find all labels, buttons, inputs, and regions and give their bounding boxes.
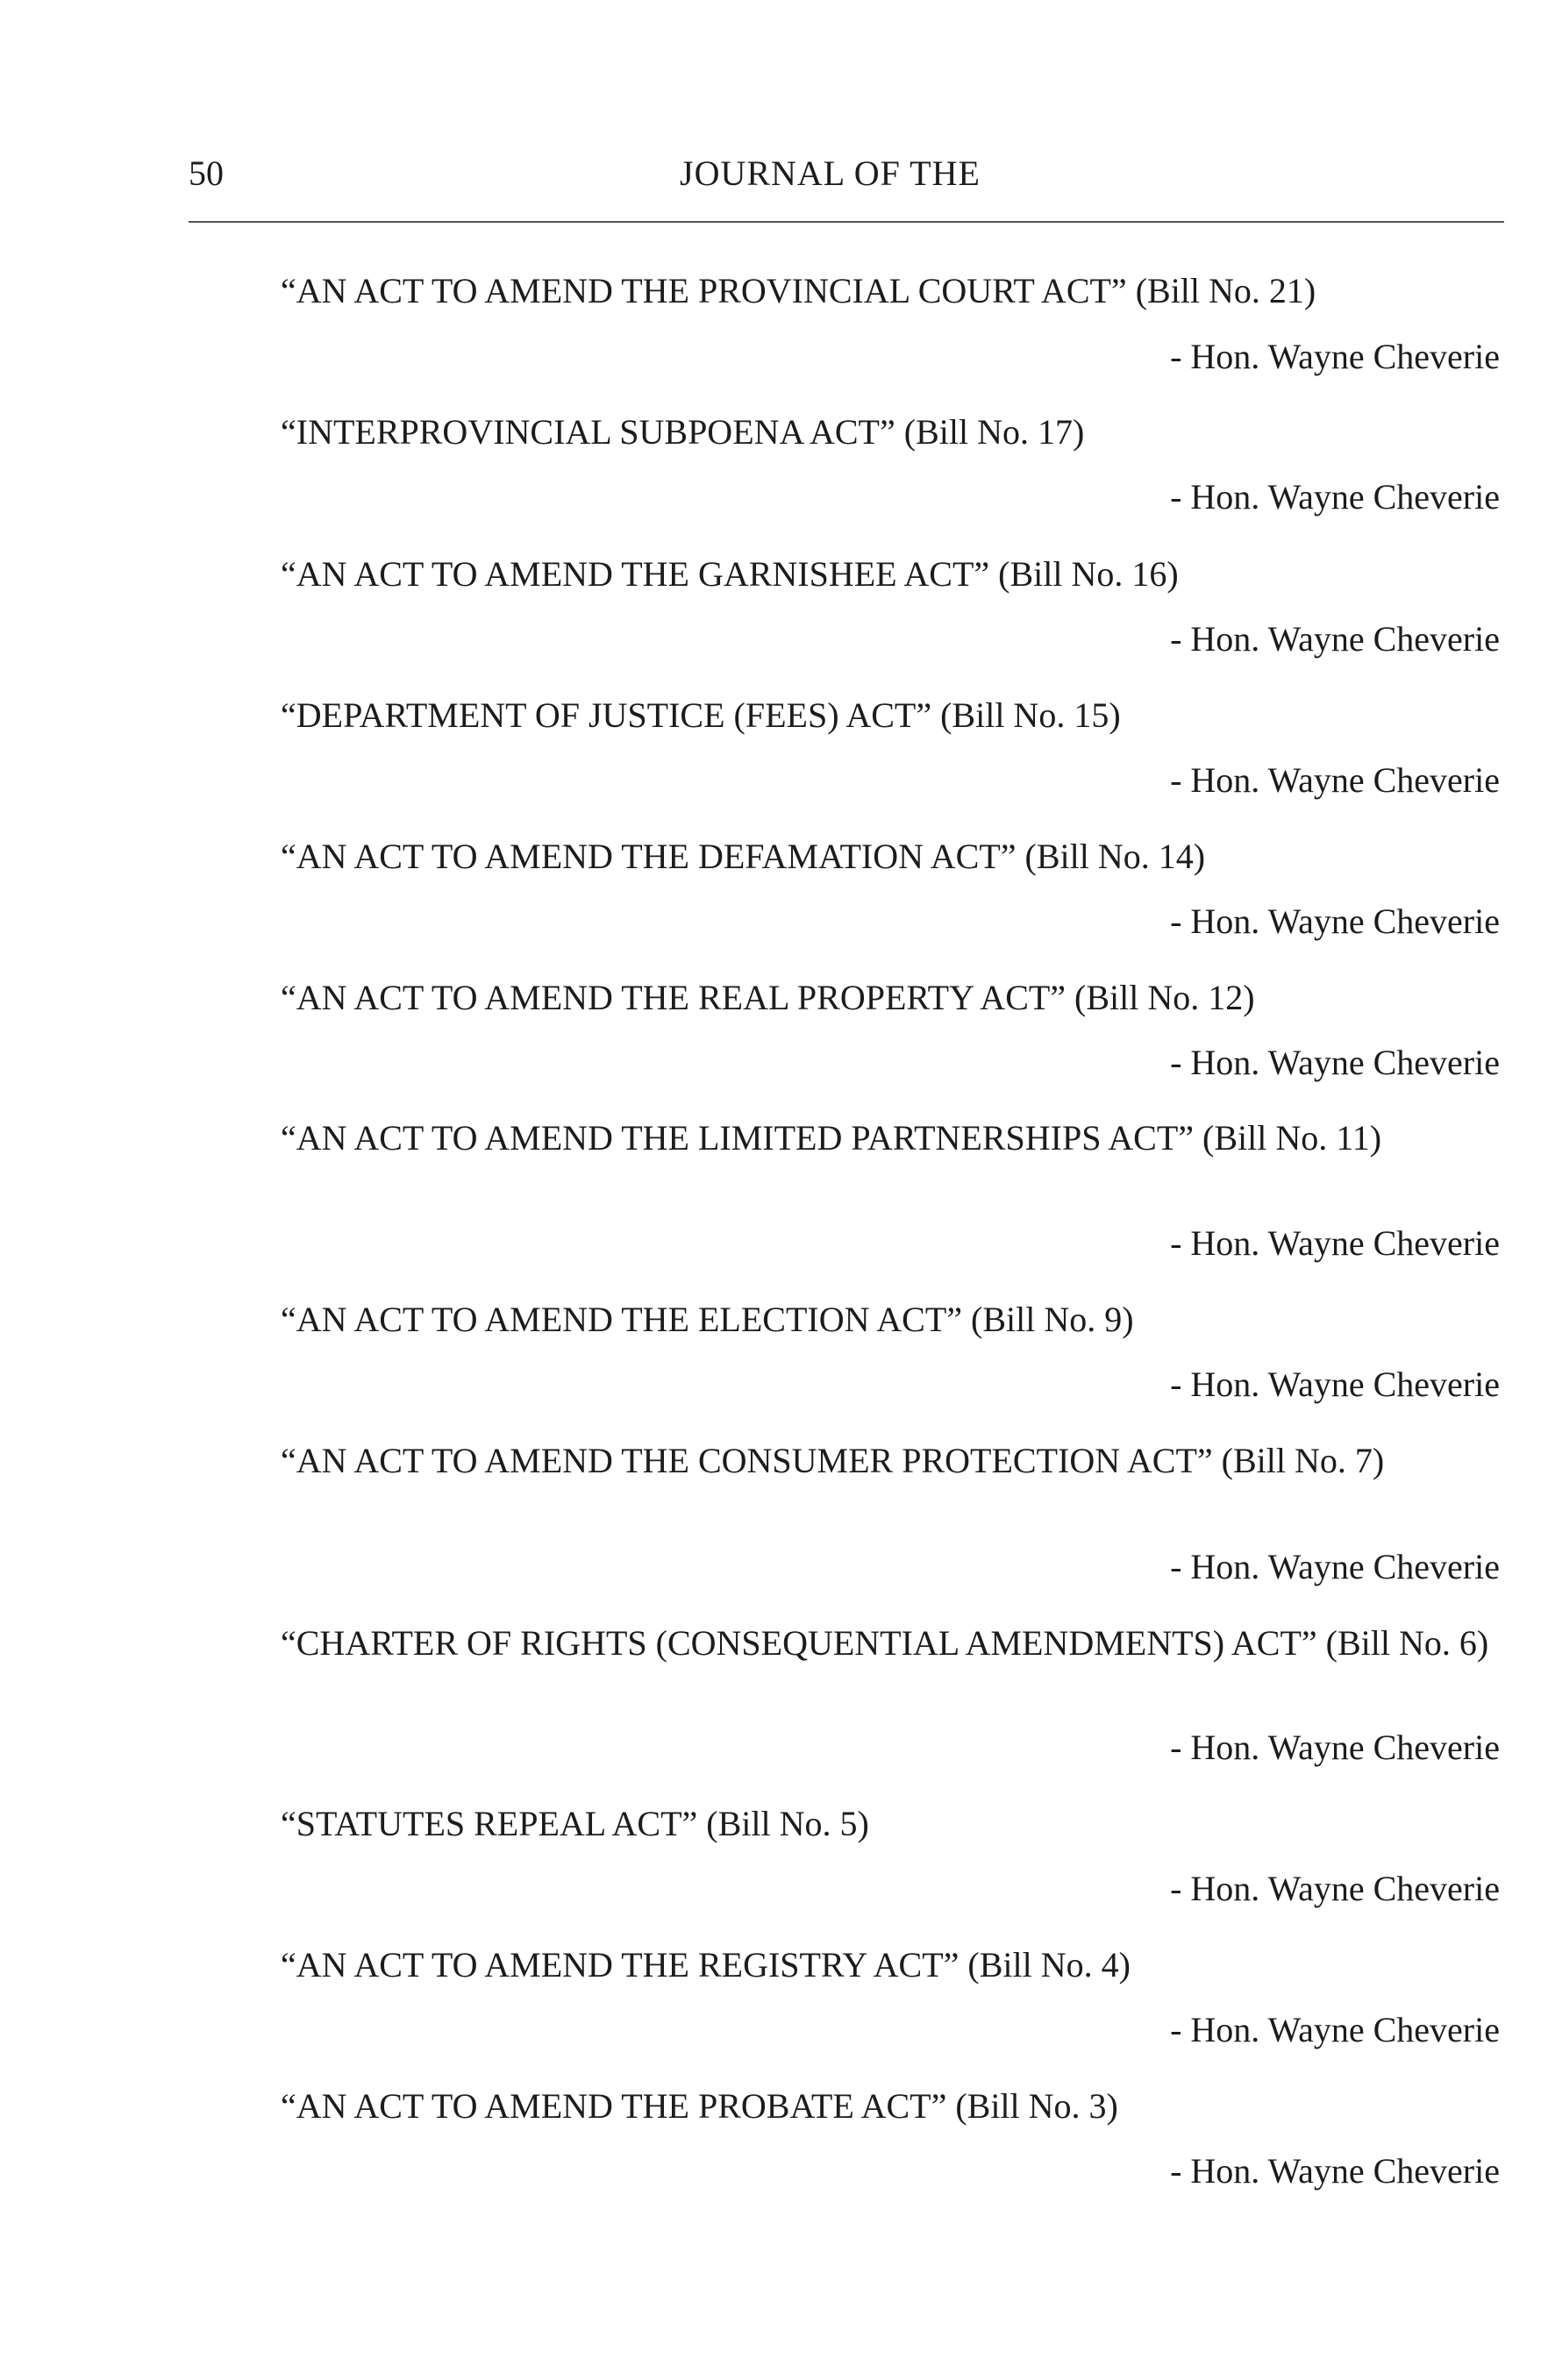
header-rule <box>189 221 1504 223</box>
bill-title: “DEPARTMENT OF JUSTICE (FEES) ACT” (Bill No. 15) <box>281 695 1121 735</box>
bill-title: “AN ACT TO AMEND THE LIMITED PARTNERSHIPS ACT” (Bill No. 11) <box>281 1118 1382 1158</box>
bill-title: “STATUTES REPEAL ACT” (Bill No. 5) <box>281 1804 869 1843</box>
bill-title: “AN ACT TO AMEND THE GARNISHEE ACT” (Bill No. 16) <box>281 554 1179 594</box>
bill-sponsor: - Hon. Wayne Cheverie <box>1170 901 1500 941</box>
bill-title: “AN ACT TO AMEND THE DEFAMATION ACT” (Bill No. 14) <box>281 837 1206 876</box>
bill-title: “AN ACT TO AMEND THE PROVINCIAL COURT ACT” (Bill No. 21) <box>281 271 1316 310</box>
bill-sponsor: - Hon. Wayne Cheverie <box>1170 760 1500 800</box>
running-head: JOURNAL OF THE <box>680 153 981 193</box>
bill-sponsor: - Hon. Wayne Cheverie <box>1170 2151 1500 2191</box>
bill-title: “INTERPROVINCIAL SUBPOENA ACT” (Bill No. 17) <box>281 412 1085 452</box>
page-header <box>189 147 1504 200</box>
bill-sponsor: - Hon. Wayne Cheverie <box>1170 1365 1500 1404</box>
bill-title: “AN ACT TO AMEND THE CONSUMER PROTECTION ACT” (Bill No. 7) <box>281 1441 1385 1480</box>
bill-sponsor: - Hon. Wayne Cheverie <box>1170 1043 1500 1082</box>
bill-title: “AN ACT TO AMEND THE ELECTION ACT” (Bill No. 9) <box>281 1300 1134 1339</box>
bill-title: “AN ACT TO AMEND THE REGISTRY ACT” (Bill No. 4) <box>281 1945 1131 1985</box>
bill-sponsor: - Hon. Wayne Cheverie <box>1170 477 1500 517</box>
bill-sponsor: - Hon. Wayne Cheverie <box>1170 1223 1500 1263</box>
bill-sponsor: - Hon. Wayne Cheverie <box>1170 2010 1500 2049</box>
bill-title: “AN ACT TO AMEND THE PROBATE ACT” (Bill No. 3) <box>281 2086 1118 2126</box>
bill-sponsor: - Hon. Wayne Cheverie <box>1170 1547 1500 1586</box>
bill-title: “AN ACT TO AMEND THE REAL PROPERTY ACT” (Bill No. 12) <box>281 978 1255 1017</box>
bill-sponsor: - Hon. Wayne Cheverie <box>1170 1728 1500 1767</box>
bill-sponsor: - Hon. Wayne Cheverie <box>1170 1869 1500 1908</box>
bill-sponsor: - Hon. Wayne Cheverie <box>1170 337 1500 376</box>
page-number: 50 <box>189 153 224 193</box>
bill-sponsor: - Hon. Wayne Cheverie <box>1170 619 1500 659</box>
bill-title: “CHARTER OF RIGHTS (CONSEQUENTIAL AMENDMENTS) ACT” (Bill No. 6) <box>281 1623 1489 1663</box>
